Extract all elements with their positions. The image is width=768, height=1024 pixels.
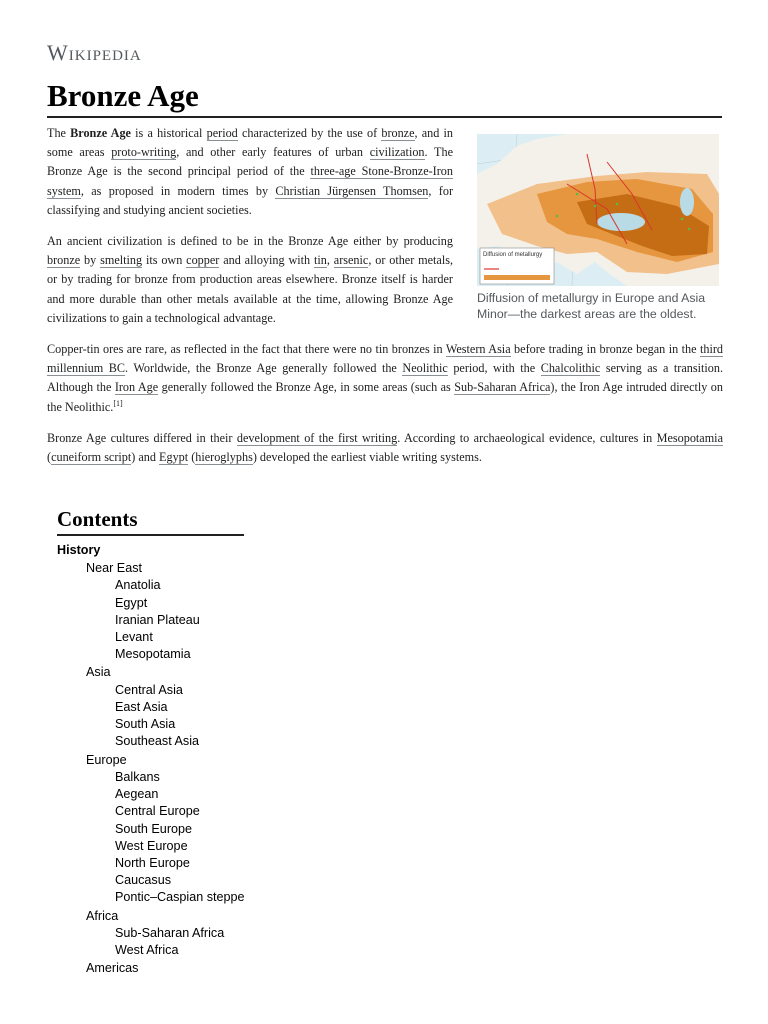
- toc-item-anatolia[interactable]: Anatolia: [115, 578, 161, 593]
- paragraph-2: An ancient civilization is defined to be in the Bronze Age either by producing bronze by smelting its own copper and alloying with tin, arsenic, or other metals, or by trading for bronze from production areas elsewhere. Bronze itself is harder and more durable than other metals available at the time, allowing Bronze Age civilizations to gain a technological advantage.: [47, 234, 453, 325]
- toc-item-near-east[interactable]: Near East: [86, 561, 142, 575]
- toc-item-balkans[interactable]: Balkans: [115, 770, 160, 785]
- toc-item-west-europe[interactable]: West Europe: [115, 838, 188, 853]
- metallurgy-map-image[interactable]: [477, 134, 719, 286]
- toc-item-central-asia[interactable]: Central Asia: [115, 682, 183, 697]
- paragraph-4: Bronze Age cultures differed in their development of the first writing. According to archaeological evidence, cultures in Mesopotamia (cuneiform script) and Egypt (hieroglyphs) developed the earliest viable writing systems.: [47, 430, 723, 465]
- toc-item-sub-saharan-africa[interactable]: Sub-Saharan Africa: [115, 926, 225, 941]
- toc-item-americas[interactable]: Americas: [86, 961, 139, 976]
- toc-item-levant[interactable]: Levant: [115, 630, 153, 645]
- link-third-millennium-bc[interactable]: third millennium BC: [47, 342, 723, 376]
- link-civilization[interactable]: civilization: [369, 145, 425, 160]
- link-proto-writing[interactable]: proto-writing: [111, 145, 177, 160]
- figure-caption: Diffusion of metallurgy in Europe and Asia Minor—the darkest areas are the oldest.: [477, 291, 706, 321]
- toc-item-pontic-caspian-steppe[interactable]: Pontic–Caspian steppe: [115, 890, 245, 905]
- toc-item-asia[interactable]: Asia: [86, 665, 111, 680]
- link-christian-j-rgensen-thomsen[interactable]: Christian Jürgensen Thomsen: [275, 183, 429, 198]
- bold-term: Bronze Age: [70, 126, 131, 140]
- link-chalcolithic[interactable]: Chalcolithic: [540, 361, 601, 376]
- link-iron-age[interactable]: Iron Age: [114, 380, 159, 395]
- toc-item-iranian-plateau[interactable]: Iranian Plateau: [115, 612, 200, 627]
- toc-item-central-europe[interactable]: Central Europe: [115, 804, 200, 819]
- toc-item-europe[interactable]: Europe: [86, 752, 127, 767]
- toc-item-caucasus[interactable]: Caucasus: [115, 873, 172, 888]
- link-copper[interactable]: copper: [186, 253, 220, 268]
- wikipedia-logo[interactable]: Wikipedia: [47, 40, 142, 65]
- link-three-age-stone-bronze-iron-system[interactable]: three-age Stone-Bronze-Iron system: [47, 164, 453, 198]
- toc-item-west-africa[interactable]: West Africa: [115, 943, 179, 958]
- toc-item-history[interactable]: History: [57, 543, 101, 557]
- toc-item-southeast-asia[interactable]: Southeast Asia: [115, 734, 200, 749]
- link-sub-saharan-africa[interactable]: Sub-Saharan Africa: [454, 380, 551, 395]
- link-western-asia[interactable]: Western Asia: [445, 342, 511, 357]
- toc-item-north-europe[interactable]: North Europe: [115, 856, 190, 871]
- link-arsenic[interactable]: arsenic: [333, 253, 369, 268]
- link-development-of-the-first-writing[interactable]: development of the first writing: [236, 430, 398, 445]
- link-tin[interactable]: tin: [314, 253, 327, 268]
- link-hieroglyphs[interactable]: hieroglyphs: [195, 450, 253, 465]
- citation: [113, 399, 122, 408]
- toc-item-east-asia[interactable]: East Asia: [115, 700, 168, 715]
- link-cuneiform-script[interactable]: cuneiform script: [51, 450, 132, 465]
- toc-list: [57, 542, 307, 978]
- toc-item-south-europe[interactable]: South Europe: [115, 821, 193, 836]
- toc-item-mesopotamia[interactable]: Mesopotamia: [115, 647, 191, 662]
- article-body: [47, 124, 723, 479]
- map-legend-title: Diffusion of metallurgy: [483, 252, 543, 258]
- toc-item-aegean[interactable]: Aegean: [115, 787, 159, 802]
- link-bronze[interactable]: bronze: [47, 253, 81, 268]
- link-egypt[interactable]: Egypt: [159, 450, 189, 465]
- table-of-contents: [57, 505, 307, 978]
- paragraph-3: Copper-tin ores are rare, as reflected in the fact that there were no tin bronzes in Western Asia before trading in bronze began in the third millennium BC. Worldwide, the Bronze Age generally followed the Neolithic period, with the Chalcolithic serving as a transition. Although the Iron Age generally followed the Bronze Age, in some areas (such as Sub-Saharan Africa), the Iron Age intruded directly on the Neolithic.[1]: [47, 342, 723, 414]
- link-smelting[interactable]: smelting: [100, 253, 143, 268]
- link-bronze[interactable]: bronze: [381, 126, 415, 140]
- toc-item-south-asia[interactable]: South Asia: [115, 717, 176, 732]
- page-title: Bronze Age: [47, 76, 722, 118]
- link-mesopotamia[interactable]: Mesopotamia: [656, 430, 723, 445]
- toc-title: Contents: [57, 505, 244, 536]
- toc-item-egypt[interactable]: Egypt: [115, 595, 148, 610]
- citation-link[interactable]: [1]: [113, 398, 123, 408]
- toc-item-africa[interactable]: Africa: [86, 908, 119, 923]
- link-neolithic[interactable]: Neolithic: [402, 361, 448, 376]
- link-period[interactable]: period: [206, 126, 238, 140]
- map-figure: [477, 134, 723, 322]
- paragraph-1: The Bronze Age is a historical period characterized by the use of bronze, and in some areas proto-writing, and other early features of urban civilization. The Bronze Age is the second principal period of the three-age Stone-Bronze-Iron system, as proposed in modern times by Christian Jürgensen Thomsen, for classifying and studying ancient societies.: [47, 126, 454, 217]
